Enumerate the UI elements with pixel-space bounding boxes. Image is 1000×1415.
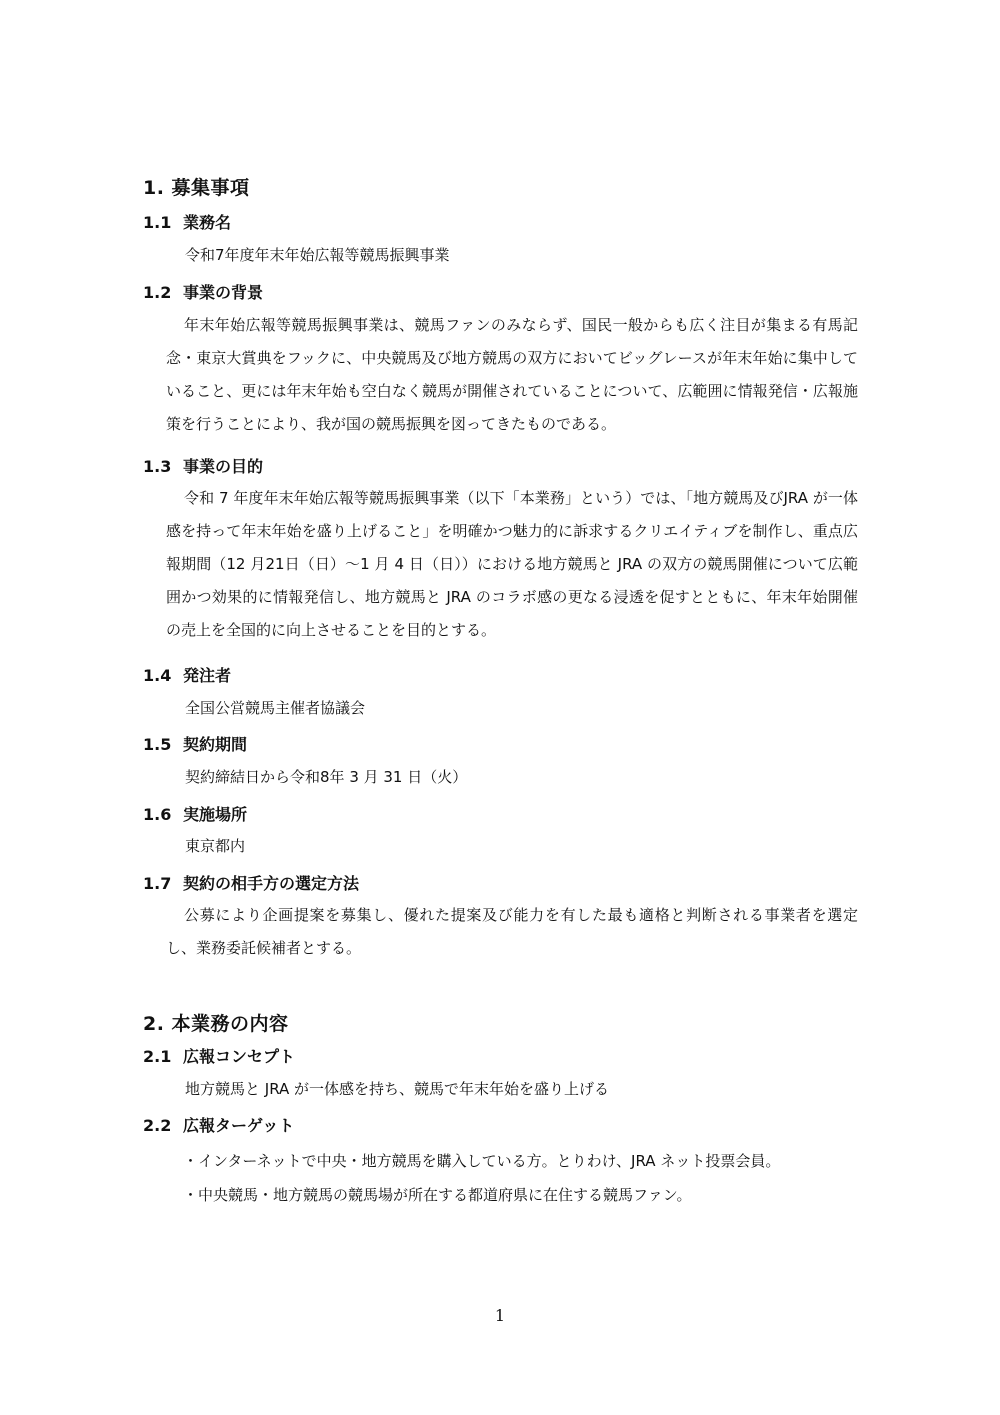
body-line: 地方競馬と JRA が一体感を持ち、競馬で年末年始を盛り上げる: [185, 1080, 610, 1098]
subsection-heading: [143, 1044, 295, 1067]
subsection-heading: [143, 663, 231, 686]
subsection-number: 1.4: [143, 666, 172, 685]
subsection-title: 広報コンセプト: [183, 1047, 296, 1066]
subsection-title: 契約の相手方の選定方法: [183, 874, 360, 893]
subsection-number: 1.6: [143, 805, 172, 824]
bullet-item: ・中央競馬・地方競馬の競馬場が所在する都道府県に在住する競馬ファン。: [183, 1186, 692, 1204]
bullet-item: ・インターネットで中央・地方競馬を購入している方。とりわけ、JRA ネット投票会員。: [183, 1152, 781, 1170]
subsection-heading: [143, 210, 231, 233]
page-number: 1: [494, 1306, 506, 1325]
subsection-number: 2.1: [143, 1047, 172, 1066]
body-paragraph: 公募により企画提案を募集し、優れた提案及び能力を有した最も適格と判断される事業者を選定し、業務委託候補者とする。: [166, 906, 858, 957]
subsection-number: 1.5: [143, 735, 172, 754]
section-heading: 1. 募集事項: [143, 177, 250, 199]
body-line: 東京都内: [185, 837, 246, 855]
subsection-heading: [143, 1113, 294, 1136]
body-line: 令和7年度年末年始広報等競馬振興事業: [185, 246, 450, 264]
subsection-title: 事業の背景: [183, 283, 264, 302]
subsection-number: 1.3: [143, 457, 172, 476]
subsection-heading: [143, 454, 263, 477]
section-heading: 2. 本業務の内容: [143, 1013, 289, 1035]
subsection-title: 発注者: [183, 666, 232, 685]
subsection-number: 1.7: [143, 874, 172, 893]
subsection-number: 1.1: [143, 213, 172, 232]
subsection-number: 1.2: [143, 283, 172, 302]
body-paragraph: 年末年始広報等競馬振興事業は、競馬ファンのみならず、国民一般からも広く注目が集まる有馬記念・東京大賞典をフックに、中央競馬及び地方競馬の双方においてビッグレースが年末年始に集中していること、更には年末年始も空白なく競馬が開催されていることについて、広範囲に情報発信・広報施策を行うことにより、我が国の競馬振興を図ってきたものである。: [166, 316, 858, 433]
body-line: 契約締結日から令和8年 3 月 31 日（火）: [185, 768, 468, 786]
subsection-title: 事業の目的: [183, 457, 264, 476]
body-line: 全国公営競馬主催者協議会: [185, 699, 366, 717]
subsection-heading: [143, 802, 247, 825]
subsection-title: 契約期間: [183, 735, 248, 754]
subsection-title: 業務名: [183, 213, 232, 232]
subsection-number: 2.2: [143, 1116, 172, 1135]
subsection-heading: [143, 280, 263, 303]
subsection-title: 実施場所: [183, 805, 248, 824]
subsection-title: 広報ターゲット: [183, 1116, 295, 1135]
body-paragraph: 令和 7 年度年末年始広報等競馬振興事業（以下「本業務」という）では、「地方競馬及びJRA が一体感を持って年末年始を盛り上げること」を明確かつ魅力的に訴求するクリエイティブを制作し、重点広報期間（12 月21日（日）～1 月 4 日（日））における地方競馬と JRA の双方の競馬開催について広範囲かつ効果的に情報発信し、地方競馬と JRA のコラボ感の更なる浸透を促すとともに、年末年始開催の売上を全国的に向上させることを目的とする。: [166, 489, 858, 639]
subsection-heading: [143, 871, 359, 894]
subsection-heading: [143, 732, 247, 755]
